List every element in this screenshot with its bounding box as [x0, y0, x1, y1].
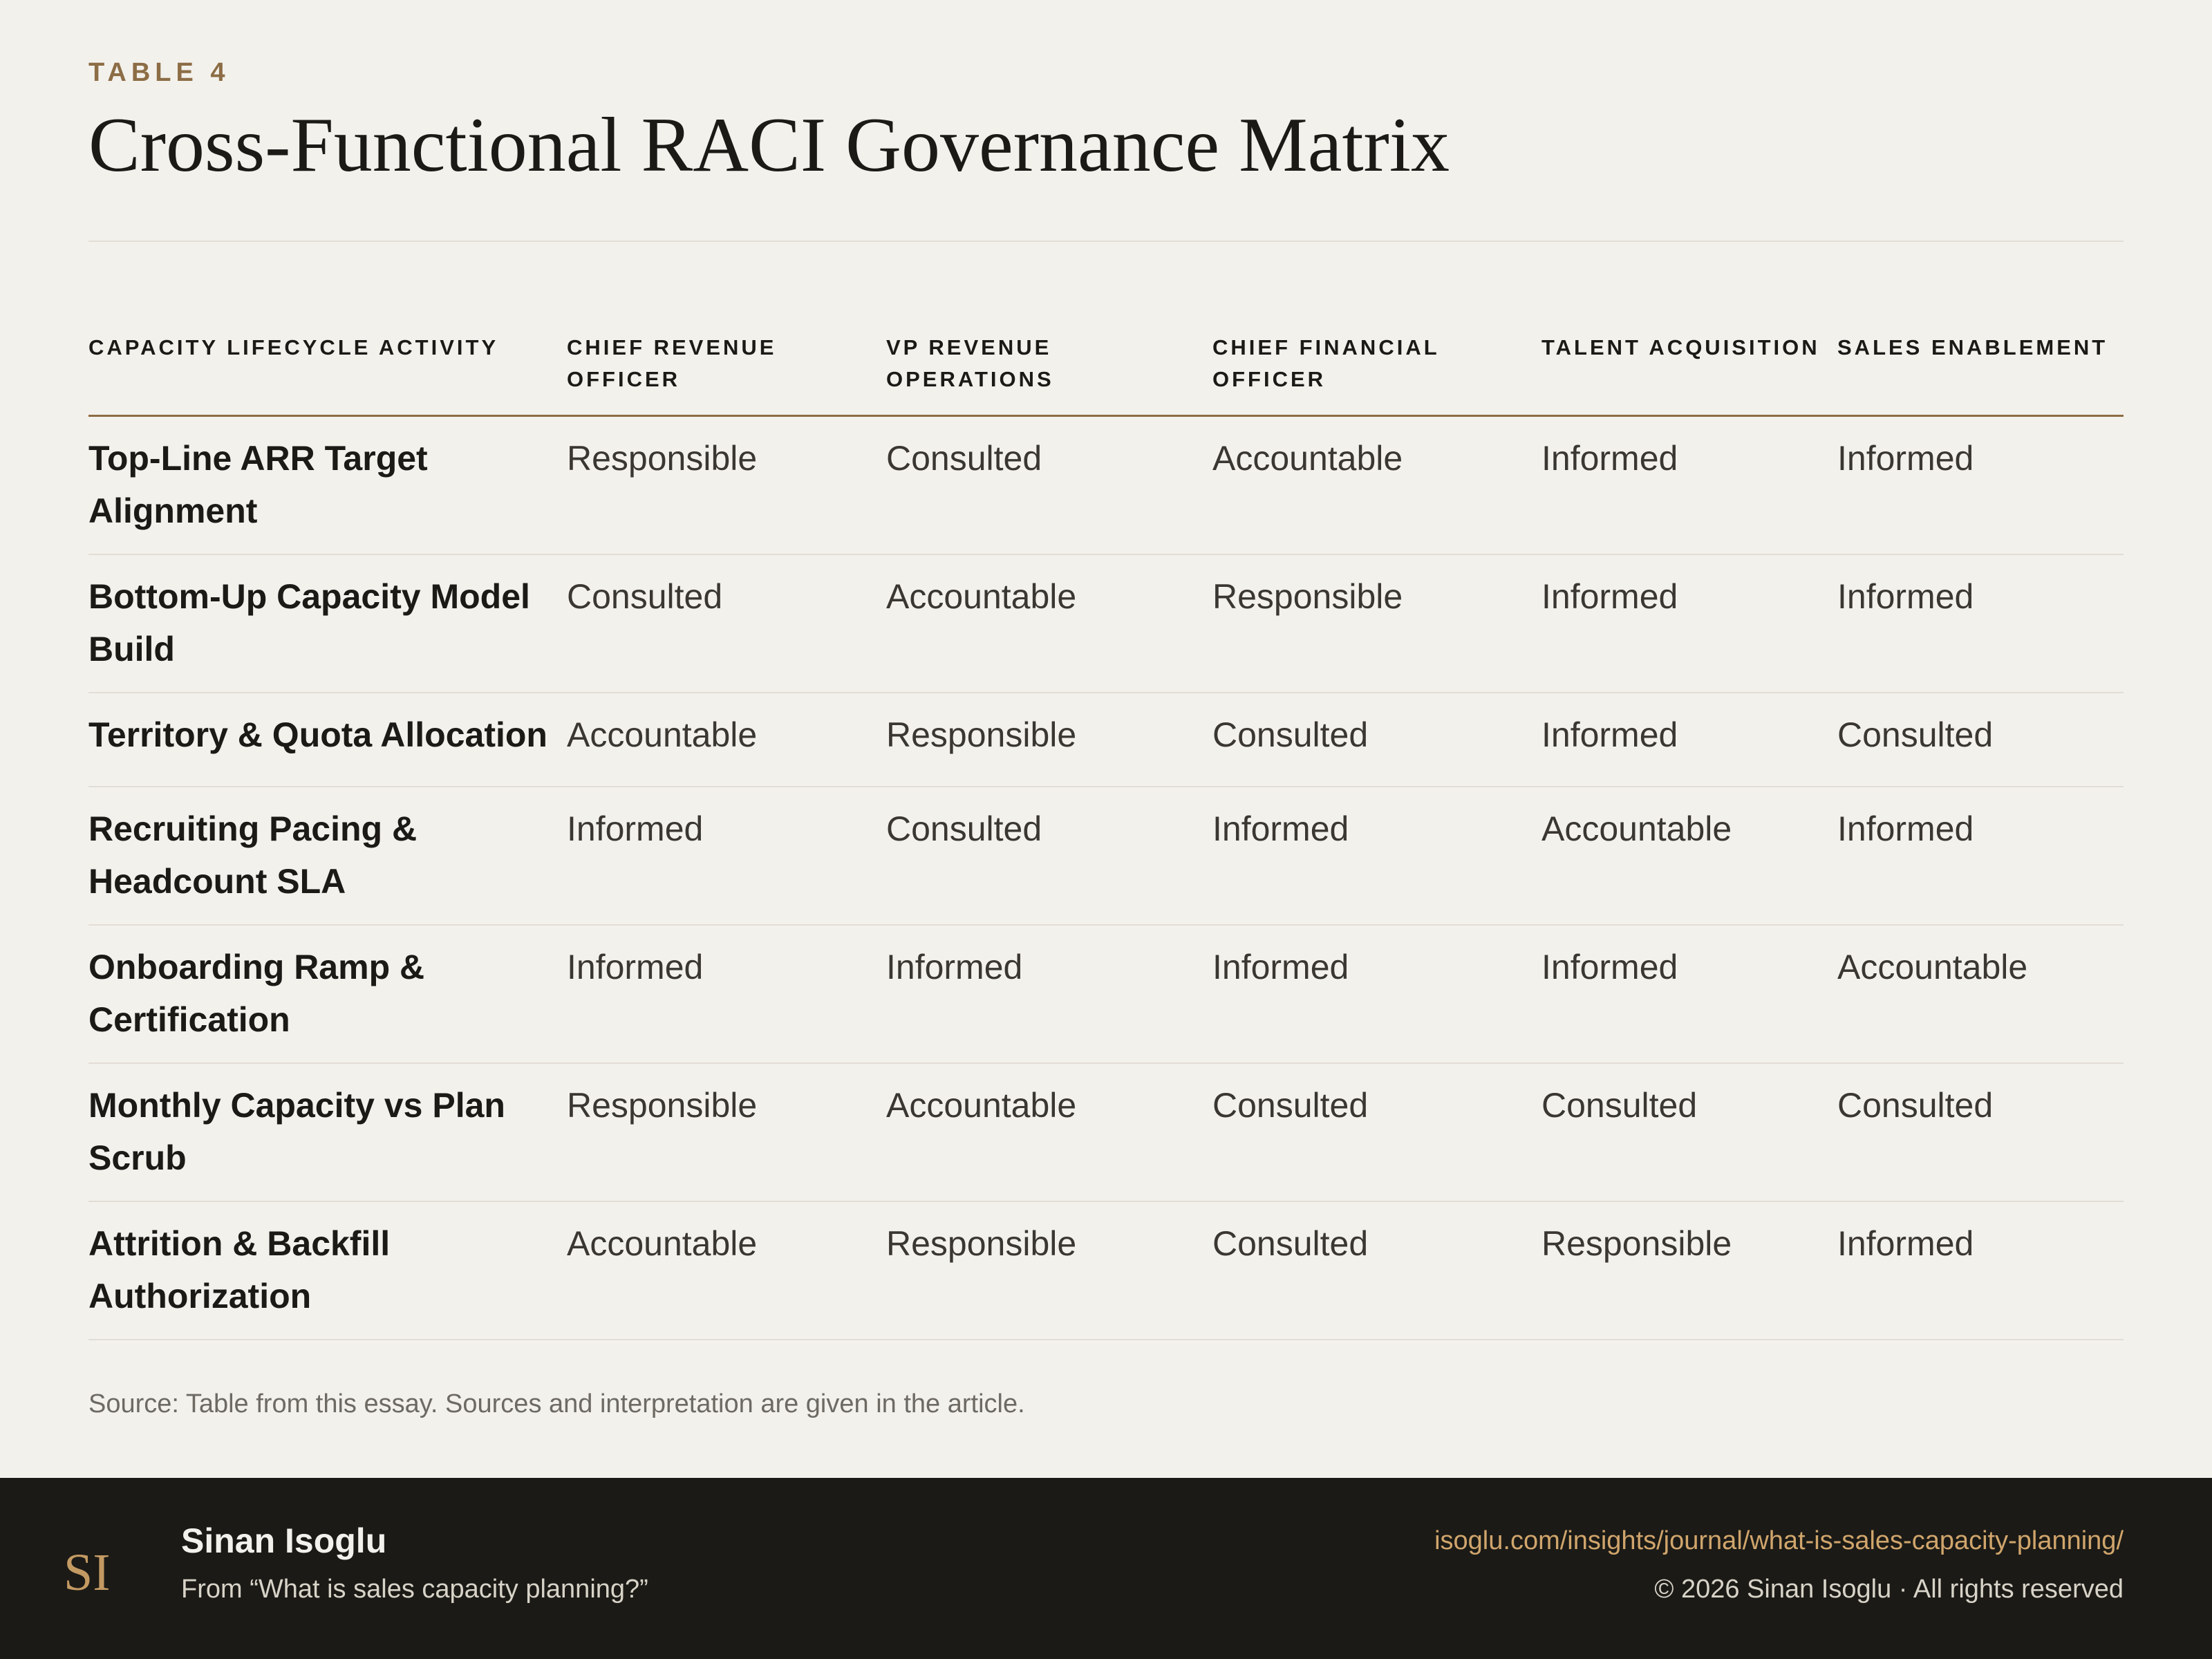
column-header: SALES ENABLEMENT	[1837, 332, 2124, 416]
role-cell: Responsible	[567, 416, 886, 555]
table-row	[88, 925, 2124, 1063]
role-cell: Accountable	[567, 1201, 886, 1340]
role-cell: Informed	[1541, 554, 1837, 693]
role-cell: Accountable	[886, 1063, 1212, 1201]
role-cell: Accountable	[1541, 787, 1837, 925]
role-cell: Responsible	[1541, 1201, 1837, 1340]
role-cell: Consulted	[1212, 1063, 1541, 1201]
table-row	[88, 416, 2124, 555]
table-row	[88, 554, 2124, 693]
activity-cell: Onboarding Ramp & Certification	[88, 925, 567, 1063]
role-cell: Informed	[1837, 787, 2124, 925]
role-cell: Accountable	[886, 554, 1212, 693]
role-cell: Informed	[1541, 925, 1837, 1063]
role-cell: Informed	[1541, 693, 1837, 787]
copyright-notice: © 2026 Sinan Isoglu · All rights reserved	[1654, 1575, 2124, 1604]
column-header: CAPACITY LIFECYCLE ACTIVITY	[88, 332, 567, 416]
role-cell: Accountable	[1212, 416, 1541, 555]
table-row	[88, 1063, 2124, 1201]
activity-cell: Attrition & Backfill Authorization	[88, 1201, 567, 1340]
author-name: Sinan Isoglu	[181, 1521, 387, 1560]
role-cell: Consulted	[567, 554, 886, 693]
activity-cell: Top-Line ARR Target Alignment	[88, 416, 567, 555]
activity-cell: Territory & Quota Allocation	[88, 693, 567, 787]
role-cell: Accountable	[567, 693, 886, 787]
svg-text:SI: SI	[64, 1544, 111, 1600]
table-row	[88, 1201, 2124, 1340]
role-cell: Accountable	[1837, 925, 2124, 1063]
si-monogram-logo	[64, 1541, 116, 1600]
source-note: Source: Table from this essay. Sources and interpretation are given in the article.	[88, 1389, 1025, 1418]
role-cell: Responsible	[567, 1063, 886, 1201]
role-cell: Consulted	[886, 787, 1212, 925]
activity-cell: Monthly Capacity vs Plan Scrub	[88, 1063, 567, 1201]
table-row	[88, 787, 2124, 925]
article-url-link[interactable]: isoglu.com/insights/journal/what-is-sales-capacity-planning/	[1434, 1526, 2124, 1555]
activity-cell: Bottom-Up Capacity Model Build	[88, 554, 567, 693]
role-cell: Consulted	[1212, 693, 1541, 787]
raci-table	[88, 332, 2124, 1340]
role-cell: Responsible	[886, 693, 1212, 787]
role-cell: Informed	[886, 925, 1212, 1063]
role-cell: Consulted	[886, 416, 1212, 555]
column-header: TALENT ACQUISITION	[1541, 332, 1837, 416]
table-row	[88, 693, 2124, 787]
article-reference: From “What is sales capacity planning?”	[181, 1575, 648, 1604]
role-cell: Consulted	[1541, 1063, 1837, 1201]
page-title: Cross-Functional RACI Governance Matrix	[88, 102, 1450, 188]
table-number-label: TABLE 4	[88, 58, 230, 87]
column-header: CHIEF FINANCIAL OFFICER	[1212, 332, 1541, 416]
title-divider	[88, 241, 2124, 242]
role-cell: Informed	[1541, 416, 1837, 555]
role-cell: Consulted	[1837, 693, 2124, 787]
role-cell: Informed	[567, 925, 886, 1063]
page-footer	[0, 1478, 2212, 1659]
role-cell: Responsible	[1212, 554, 1541, 693]
column-header: VP REVENUE OPERATIONS	[886, 332, 1212, 416]
role-cell: Informed	[1212, 925, 1541, 1063]
activity-cell: Recruiting Pacing & Headcount SLA	[88, 787, 567, 925]
role-cell: Informed	[567, 787, 886, 925]
role-cell: Informed	[1837, 416, 2124, 555]
role-cell: Informed	[1837, 1201, 2124, 1340]
role-cell: Responsible	[886, 1201, 1212, 1340]
role-cell: Informed	[1212, 787, 1541, 925]
role-cell: Consulted	[1837, 1063, 2124, 1201]
table-header-row	[88, 332, 2124, 416]
column-header: CHIEF REVENUE OFFICER	[567, 332, 886, 416]
role-cell: Informed	[1837, 554, 2124, 693]
role-cell: Consulted	[1212, 1201, 1541, 1340]
